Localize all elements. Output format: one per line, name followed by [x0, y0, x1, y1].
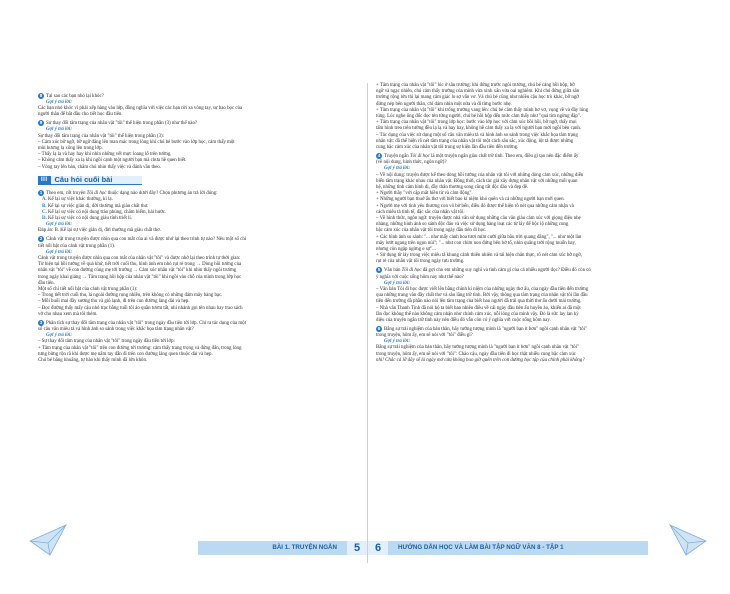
hint-label: Gợi ý trả lời: [46, 127, 73, 133]
question-text: (về nội dung, hình thức, ngôn ngữ)? [376, 160, 447, 166]
question-3 [38, 320, 359, 365]
question-text: đã gợi cho em những suy nghĩ và tình cảm gì của cá nhiều người đọc? Điều đó còn có [421, 268, 591, 274]
question-text: Sự thay đổi tâm trạng của nhân vật "tôi" thể hiện trong phần (3) như thế nào? [46, 121, 198, 127]
right-page-content [376, 83, 698, 364]
answer-line: – Đọc đường thấy mấy cậu nhỏ trạc bằng tuổi tôi áo quần tươm tất, nhí nhảnh gọi tên nhau hay trao sách [38, 305, 243, 311]
page-number: 5 [347, 541, 367, 555]
question-text: Cảnh vật trong truyện được nhìn qua con mắt của ai và được nhớ lại theo trình tự nào? Nêu một số chi [46, 237, 247, 243]
answer-line: rụt rè của nhân vật tôi trong ngày tựu trường. [376, 259, 465, 265]
answer-line: + Tâm trạng của nhân vật "tôi" lúc ở sân trường: khi đứng trước ngôi trường, chú bé cảng hồi hộp, bỡ [376, 83, 575, 88]
section-title: Câu hỏi cuối bài [51, 176, 143, 185]
footer-book-title: HƯỚNG DẪN HỌC VÀ LÀM BÀI TẬP NGỮ VĂN 8 - TẬP 1 [388, 541, 648, 555]
question-number: 1 [39, 190, 43, 196]
answer-line: nhỉ! Chắc cả lỡ đây sẽ là ngày mở cửa không bao giờ quên trên con đường học tập của chính phải không? [376, 357, 585, 363]
option-key: A. [42, 197, 47, 203]
answer-line: mây lướt ngang trên ngọn núi"; "... như con chim non đứng bên bờ tổ, nhìn quãng trời rộng muốn bay, [376, 240, 576, 246]
hint-label: Gợi ý trả lời: [46, 333, 73, 339]
question-number: 4 [377, 152, 381, 158]
story-title: Tôi đi học [86, 191, 107, 197]
hint-label: Gợi ý trả lời: [384, 280, 411, 286]
question-text: Bằng sự trải nghiệm của bản thân, hãy tưởng tượng mình là "người bạn ít bơn" ngồi cạnh nhân vật "tôi" [384, 326, 587, 332]
answer-line: – Không cảm thấy xa lạ khi ngồi cạnh một người bạn mà chưa hề quen biết. [38, 158, 187, 164]
answer-line: – Tác dụng của việc sử dụng một số câu văn miêu tả và hình ảnh so sánh trong việc khắc họa tâm trạng [376, 132, 578, 138]
question-text: Phân tích sự thay đổi tâm trạng của nhân vật "tôi" trong ngày đầu tiên tới lớp. Chỉ ra tác dụng của một [46, 320, 246, 326]
answer-line: Một số chi tiết nổi bật của cảnh vật trong phần (1): [38, 286, 138, 292]
answer-line: lần đọc không thể nào không cảm nhận như chính cảm xúc, nỗi lòng của mình vậy. Đó là sức lay lan kỳ [376, 311, 579, 317]
section-number: III [38, 176, 51, 184]
answer-line: đầu tiên. [38, 280, 55, 286]
answer-line: mùi hương lạ xông lên trong lớp. [38, 146, 103, 152]
question-text: thuộc dạng nào dưới đây? Chọn phương án trả lời đúng: [106, 191, 218, 197]
option-text: Kể lại sự việc khác thường, kì lạ. [48, 197, 113, 203]
answer-line: túng. Lúc nghe ông đốc đọc tên từng người, chú bé hồi hộp đến mức cảm thấy như "quả tim ngừng đập". [376, 114, 582, 120]
answer-line: Sự thay đổi tâm trạng của nhân vật "tôi" thể hiện trong phần (3): [38, 133, 165, 139]
answer-line: + Người thầy "với cặp mắt hiền từ và cảm động". [376, 191, 473, 197]
answer-line: trong ngày khai giảng → Tâm trạng hồi hộp của nhân vật "tôi" khi ngồi vào chỗ của mình trong lớp học [38, 274, 242, 280]
hint-label: Gợi ý trả lời: [384, 339, 411, 345]
option-key: B. [42, 203, 47, 209]
answer-line: + Những người bạn thuở ấu thơ với biết bao kỉ niệm khó quên và cả những người bạn mới quen. [376, 197, 565, 203]
question-text: trong truyện, hôm ấy, em sẽ nói với "tôi" điều gì? [376, 333, 473, 339]
answer-line: ngỡ và ngạc nhiên, chú cảm thấy trường của mình vừa xinh xắn vừa oai nghiêm. Khi chú đứng giữa sân [376, 89, 580, 95]
question-text: là một truyện ngắn giàu chất trữ tình. Theo em, điều gì tạo nên đặc điểm ấy [429, 153, 579, 159]
story-title: Tôi đi học [401, 268, 422, 274]
option-key: C. [42, 209, 47, 215]
answer-line: + Tâm trạng của nhân vật "tôi" trên con đường tới trường: cảm thấy trang trọng và đứng đắn, trong lòng [38, 345, 242, 351]
question-9 [38, 120, 359, 171]
answer-line: biến tâm trạng khác nhau của nhân vật. Đồng thời, cách tác giả xây dựng nhân vật với những mối quan [376, 178, 578, 184]
hint-label: Gợi ý trả lời: [46, 249, 73, 255]
answer-line: – Mỗi buổi mai đầy sương thu và gió lạnh, đi trên con đường làng dài và hẹp. [38, 299, 190, 305]
question-number: 9 [39, 120, 43, 126]
question-text: Truyện ngắn [384, 153, 410, 159]
hint-label: Gợi ý trả lời: [46, 99, 73, 105]
answer-line: – Văn bản Tôi đi học được viết lên bằng chính kí niệm của những ngày thơ ấu, của ngày đầu tiên đến trường [376, 286, 589, 292]
answer-line: cách miêu tả tinh tế, đặc sắc của nhân vật tôi. [376, 209, 465, 215]
answer-line: + Các hình ảnh so sánh: "... như mấy cánh hoa tươi mỉm cười giữa bầu trời quang đãng", "... như một làn [376, 234, 582, 240]
question-4 [376, 153, 698, 266]
answer-line: + Tâm trạng của nhân vật "tôi" trong lớp học: bước vào lớp học với cảm xúc bồi hồi, bỡ ngỡ, thấy mọi [376, 120, 577, 126]
answer-line: – Cảm xúc bỡ ngỡ, bỡ ngỡ đăng lên man mác trong lòng khi chú bé bước vào lớp học, cảm thấy một [38, 139, 235, 145]
option-text: Kể lại sự việc có nội dung trào phúng, châm biếm, hài hước. [48, 209, 167, 215]
question-number: 2 [39, 236, 43, 242]
answer-line: + Sử dụng từ láy trong việc miêu tả khung cảnh thiên nhiên và tái hiện chân thực, rõ nét cảm xúc bỡ ngỡ, [376, 253, 582, 259]
book-spread [28, 83, 708, 563]
answer-line: + Tâm trạng của nhân vật "tôi" khi trống trường vang lên: chú bé cảm thấy mình bơ vơ, vụng về và đầy lúng [376, 107, 589, 113]
answer-line: Chú bé băng khuâng, tự hào khi thấy mình đã lớn khôn. [38, 357, 148, 363]
section-heading [38, 176, 359, 185]
page-number: 6 [368, 541, 388, 555]
answer-line: nhưng còn ngập ngừng e sợ"... [376, 247, 436, 252]
paper-plane-icon [668, 521, 708, 559]
answer-line: qua những trang văn đầy chất thơ và sâu lắng trữ tình. Bởi vậy, thông qua tâm trạng của nhân vật tôi lần đầu [376, 293, 588, 299]
question-6 [376, 326, 698, 364]
answer-line: nhàng, những hình ảnh so sánh độc đáo và việc sử dụng hàng loạt các từ láy để bộc lộ những cung [376, 222, 569, 228]
answer-line: đứng nép bên người thân, chỉ dám nhìn một nửa và đi từng bước nhẹ. [376, 101, 512, 107]
question-text: Văn bản [384, 268, 402, 274]
answer-line: diệu của truyện ngắn trữ tình này nên điều đó vẫn còn có ý nghĩa với cuộc sống hôm nay. [376, 317, 551, 323]
answer-line: Từ hiện tại hồi tưởng về quá khứ, tiết trời cuối thu, hình ảnh em nhỏ rụt rè trong → Dòng hồi tưởng của [38, 262, 242, 268]
answer-line: tấm hình treo trên tường đều lạ lạ và hay hay, không hề cảm thấy xa lạ với người bạn mới ngồi bên cạnh. [376, 126, 582, 132]
answer-line: vở cho nhau xem mà tôi thèm. [38, 311, 98, 317]
question-number: 6 [377, 325, 381, 331]
right-page [368, 83, 708, 563]
answer-line: – Về nội dung: truyện được kể theo dòng hồi tưởng của nhân vật tôi với những dòng cảm xúc, những diễn [376, 172, 584, 178]
left-footer [198, 541, 367, 555]
question-number: 5 [377, 267, 381, 273]
question-1 [38, 190, 359, 235]
answer-line: cung bậc cảm xúc của nhân vật tôi trong sự kiện lần đầu tiên đến trường. [376, 145, 519, 151]
question-text: Tại sao các bạn nhỏ lại khóc? [46, 93, 104, 99]
answer-line: nhân vật: đã thể hiện rõ nét tâm trạng của nhân vật tôi một cách sâu sắc, xúc động, lột tả được những [376, 138, 574, 144]
question-number: 3 [39, 319, 43, 325]
question-5 [376, 267, 698, 324]
story-title: Tôi đi học [409, 153, 430, 159]
answer-line: – Trong tiết trời cuối thu, lá ngoài đường rụng nhiều, trên không có những đám mây bàng bạc. [38, 293, 223, 299]
option-text: Kể lại sự việc có nội dung giàu tính triết lí. [48, 216, 133, 222]
hint-label: Gợi ý trả lời: [46, 222, 73, 228]
answer-line: – Thấy lạ lạ và hay hay khi nhìn những vết mực loang lổ trên tường. [38, 152, 172, 158]
footer-lesson-label: BÀI 1. TRUYỆN NGẮN [198, 541, 347, 555]
option-key: D. [42, 216, 47, 222]
option-text: Kể lại sự việc giản dị, đời thường mà giàu chất thơ. [47, 203, 149, 209]
right-footer [368, 541, 648, 555]
hint-label: Gợi ý trả lời: [384, 166, 411, 172]
answer-line: bậc cảm xúc của nhân vật tôi trong ngày đầu tiên đi học. [376, 228, 487, 234]
paper-plane-icon [28, 521, 68, 559]
answer-line: – Nhà văn Thanh Tịnh đã nói hộ ta biết bao nhiêu điều về cái ngày đầu tiên ấu huyền ảo, khiến ai đã một [376, 305, 581, 311]
question-number: 8 [39, 92, 43, 98]
answer-line: – Sự thay đổi tâm trạng của nhân vật "tôi" trong ngày đầu tiên tới lớp: [38, 339, 175, 345]
answer-line: Bằng sự trải nghiệm của bản thân, hãy tưởng tượng mình là "người bạn ít bơn" ngồi cạnh nhân vật "tôi" [376, 345, 579, 351]
question-text: ý nghĩa với cuộc sống hôm nay như thế nào? [376, 274, 464, 280]
answer-line: trường rộng lớn thì lại mang cảm giác lo sợ vẩn vơ. Và chú bé cũng như nhiều cậu học trò khác, bỡ ngỡ [376, 95, 579, 101]
answer-line: + Người mẹ với tình yêu thương con vô bờ bến, điều đó được thể hiện rõ nét qua những cảm nhận và [376, 203, 574, 209]
question-text: tiết nổi bật của cảnh vật trong phần (1). [38, 243, 116, 249]
question-2 [38, 236, 359, 318]
answer-line: Đáp án: B. Kể lại sự việc giản dị, đời thường mà giàu chất thơ. [38, 228, 161, 234]
answer-line: nhân vật "tôi" về con đường cùng mẹ tới trường → Cảm xúc nhân vật "tôi" khi nhìn thấy ngôi trường [38, 268, 237, 274]
answer-line: – Vòng tay lên bàn, chăm chú nhìn thấy việc và đánh vần theo. [38, 164, 162, 170]
answer-line: – Về hình thức, ngôn ngữ: truyện được nhà văn sử dụng những câu văn giàu cảm xúc với giọng điệu nhẹ [376, 215, 581, 221]
answer-line: Cảnh vật trong truyện được nhìn qua con mắt của nhân vật "tôi" và được nhớ lại theo trình tự thời gian: [38, 255, 241, 261]
answer-line: hệ, những tình cảm bình dị, đầy thân thương song cũng rất độc đáo và đẹp đẽ. [376, 184, 529, 190]
answer-line: trong truyện, hôm ấy, em sẽ nói với "tôi": Chào cậu, ngày đầu tiên đi học thật nhiều cung bậc cảm xúc [376, 351, 576, 357]
answer-line: người thân để bắt đầu cho tiết học đầu tiên. [38, 112, 123, 118]
left-page-content [38, 91, 359, 364]
answer-line: tưng bừng rộn rã khi được mẹ nắm tay dẫn đi trên con đường làng quen thuộc dài và hẹp. [38, 351, 213, 357]
left-page [28, 83, 368, 563]
answer-line: Các bạn nhỏ khóc vì phải xếp hàng vào lớp, đồng nghĩa với việc các bạn rời xa vòng tay, sự bao bọc của [38, 106, 243, 112]
continued-answer [376, 83, 698, 151]
answer-line: tiên đến trường đã phần nào nói lên tâm trạng của biết bao người đã trải qua thời thơ ấu dưới mái trường. [376, 299, 582, 305]
question-text: Theo em, cốt truyện [46, 191, 87, 197]
question-8 [38, 93, 359, 119]
question-text: số câu văn miêu tả và hình ảnh so sánh trong việc khắc họa tâm trạng nhân vật? [38, 326, 194, 332]
